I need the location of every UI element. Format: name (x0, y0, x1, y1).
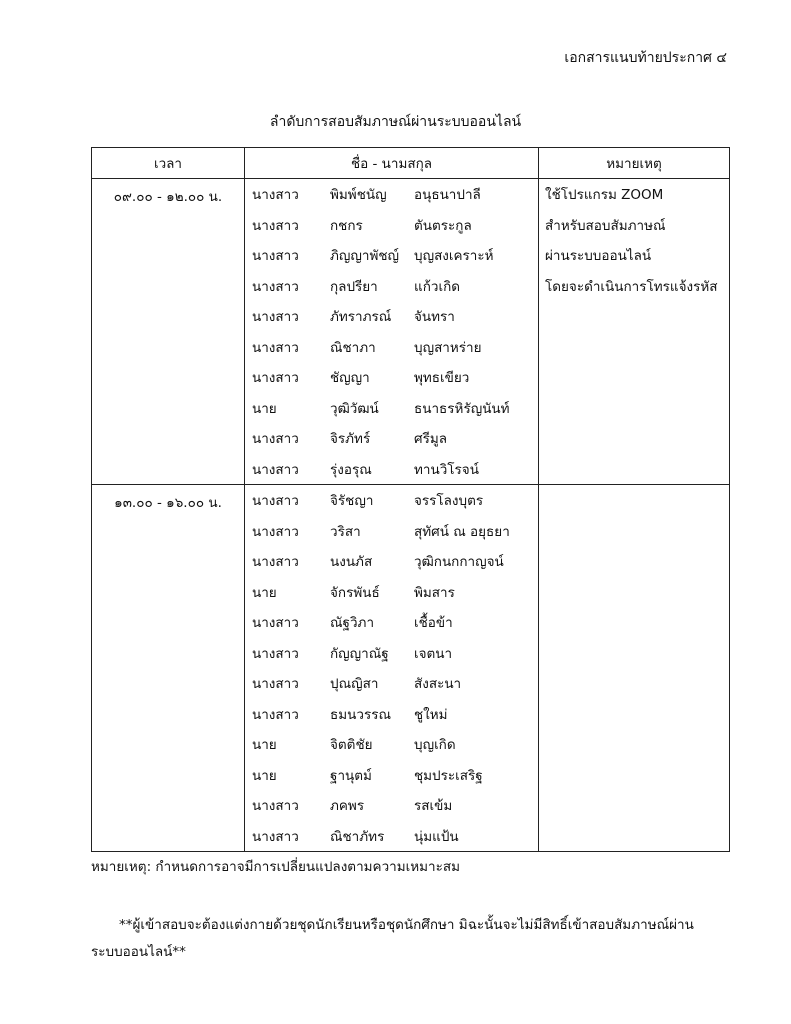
candidate-first: ณิชาภา (330, 339, 376, 356)
candidate-row (245, 423, 538, 454)
candidate-row (245, 668, 538, 699)
candidate-title: นางสาว (252, 461, 299, 478)
candidate-list (245, 485, 539, 852)
session-time: ๐๙.๐๐ - ๑๒.๐๐ น. (92, 179, 245, 485)
candidate-last: ทานวิโรจน์ (414, 461, 479, 478)
candidate-last: ชูใหม่ (414, 706, 448, 723)
candidate-first: รุ่งอรุณ (330, 461, 372, 478)
candidate-first: ณัฐวิภา (330, 615, 375, 632)
candidate-first: นงนภัส (330, 554, 373, 571)
note-line: โดยจะดำเนินการโทรแจ้งรหัส (545, 278, 718, 295)
header-note: หมายเหตุ (539, 148, 730, 179)
candidate-row (245, 699, 538, 730)
candidate-title: นาย (252, 737, 277, 754)
candidate-title: นางสาว (252, 339, 299, 356)
candidate-title: นางสาว (252, 645, 299, 662)
candidate-first: กัญญาณัฐ (330, 645, 389, 662)
interview-schedule-table (91, 147, 730, 852)
candidate-last: เจตนา (414, 645, 453, 662)
candidate-row (245, 301, 538, 332)
candidate-last: อนุธนาปาลี (414, 187, 481, 204)
candidate-row (245, 332, 538, 363)
candidate-row (245, 454, 538, 485)
candidate-row (245, 638, 538, 669)
candidate-last: พิมสาร (414, 584, 455, 601)
candidate-title: นาย (252, 767, 277, 784)
candidate-last: แก้วเกิด (414, 278, 461, 295)
candidate-row (245, 240, 538, 271)
candidate-last: พุทธเขียว (414, 370, 470, 387)
session-time: ๑๓.๐๐ - ๑๖.๐๐ น. (92, 485, 245, 852)
candidate-title: นางสาว (252, 278, 299, 295)
candidate-row (245, 821, 538, 852)
candidate-first: ฐานุตม์ (330, 767, 372, 784)
candidate-title: นางสาว (252, 248, 299, 265)
candidate-first: จิรัชญา (330, 493, 374, 510)
session-note (539, 179, 730, 485)
note-line: ผ่านระบบออนไลน์ (545, 248, 652, 264)
candidate-last: ศรีมูล (414, 431, 447, 448)
footnote-text: **ผู้เข้าสอบจะต้องแต่งกายด้วยชุดนักเรียนหรือชุดนักศึกษา มิฉะนั้นจะไม่มีสิทธิ์เข้าสอบสัมภาษณ์ผ่านระบบออนไลน์** (91, 917, 694, 960)
candidate-title: นางสาว (252, 798, 299, 815)
candidate-first: ณิชาภัทร (330, 828, 385, 845)
candidate-first: กุลปรียา (330, 278, 378, 295)
candidate-last: รสเข้ม (414, 798, 453, 815)
candidate-title: นาย (252, 584, 277, 601)
candidate-last: วุฒิกนกกาญจน์ (414, 554, 504, 571)
candidate-first: จิรภัทร์ (330, 431, 371, 448)
candidate-last: นุ่มแป้น (414, 828, 459, 845)
candidate-first: จักรพันธ์ (330, 584, 380, 601)
candidate-last: ชุมประเสริฐ (414, 767, 483, 784)
session-note (539, 485, 730, 852)
candidate-last: เชื้อข้า (414, 615, 453, 632)
candidate-row (245, 485, 538, 516)
note-line: ใช้โปรแกรม ZOOM (545, 187, 664, 203)
candidate-row (245, 790, 538, 821)
schedule-remark: หมายเหตุ: กำหนดการอาจมีการเปลี่ยนแปลงตามความเหมาะสม (91, 859, 461, 875)
candidate-last: สังสะนา (414, 676, 462, 693)
header-name: ชื่อ - นามสกุล (245, 148, 539, 179)
candidate-first: ชัญญา (330, 370, 370, 387)
table-header-row (92, 148, 730, 179)
candidate-first: ภัทราภรณ์ (330, 309, 392, 326)
candidate-title: นางสาว (252, 706, 299, 723)
candidate-row (245, 210, 538, 241)
candidate-first: ภคพร (330, 798, 365, 815)
candidate-title: นางสาว (252, 615, 299, 632)
candidate-last: บุญสาหร่าย (414, 339, 482, 356)
candidate-first: พิมพ์ชนัญ (330, 187, 387, 204)
candidate-last: จันทรา (414, 309, 455, 326)
candidate-last: ธนาธรหิรัญนันท์ (414, 400, 510, 417)
candidate-first: วุฒิวัฒน์ (330, 400, 379, 417)
candidate-title: นางสาว (252, 217, 299, 234)
candidate-title: นางสาว (252, 523, 299, 540)
candidate-list (245, 179, 539, 485)
candidate-row (245, 393, 538, 424)
candidate-title: นางสาว (252, 676, 299, 693)
candidate-last: บุญเกิด (414, 737, 456, 754)
candidate-first: ธมนวรรณ (330, 706, 391, 723)
session-row (92, 485, 730, 852)
candidate-title: นางสาว (252, 370, 299, 387)
candidate-first: ภิญญาพัชญ์ (330, 248, 400, 265)
candidate-row (245, 577, 538, 608)
candidate-first: วริสา (330, 523, 361, 540)
candidate-first: จิตติชัย (330, 737, 373, 754)
candidate-title: นางสาว (252, 828, 299, 845)
candidate-row (245, 179, 538, 210)
page-reference: เอกสารแนบท้ายประกาศ ๔ (564, 50, 727, 66)
dress-code-footnote (91, 912, 721, 966)
candidate-row (245, 729, 538, 760)
candidate-title: นางสาว (252, 493, 299, 510)
candidate-last: สุทัศน์ ณ อยุธยา (414, 523, 510, 540)
header-time: เวลา (92, 148, 245, 179)
candidate-last: บุญสงเคราะห์ (414, 248, 494, 265)
candidate-first: ปุณญิสา (330, 676, 379, 693)
candidate-title: นางสาว (252, 309, 299, 326)
candidate-row (245, 362, 538, 393)
candidate-title: นาย (252, 400, 277, 417)
candidate-row (245, 760, 538, 791)
document-title: ลำดับการสอบสัมภาษณ์ผ่านระบบออนไลน์ (269, 114, 522, 130)
session-row (92, 179, 730, 485)
candidate-row (245, 607, 538, 638)
candidate-title: นางสาว (252, 554, 299, 571)
candidate-last: จรรโลงบุตร (414, 493, 484, 510)
note-line: สำหรับสอบสัมภาษณ์ (545, 217, 666, 234)
candidate-row (245, 516, 538, 547)
candidate-row (245, 271, 538, 302)
candidate-row (245, 546, 538, 577)
candidate-last: ตันตระกูล (414, 217, 472, 234)
candidate-title: นางสาว (252, 431, 299, 448)
candidate-first: กชกร (330, 217, 363, 234)
candidate-title: นางสาว (252, 187, 299, 204)
